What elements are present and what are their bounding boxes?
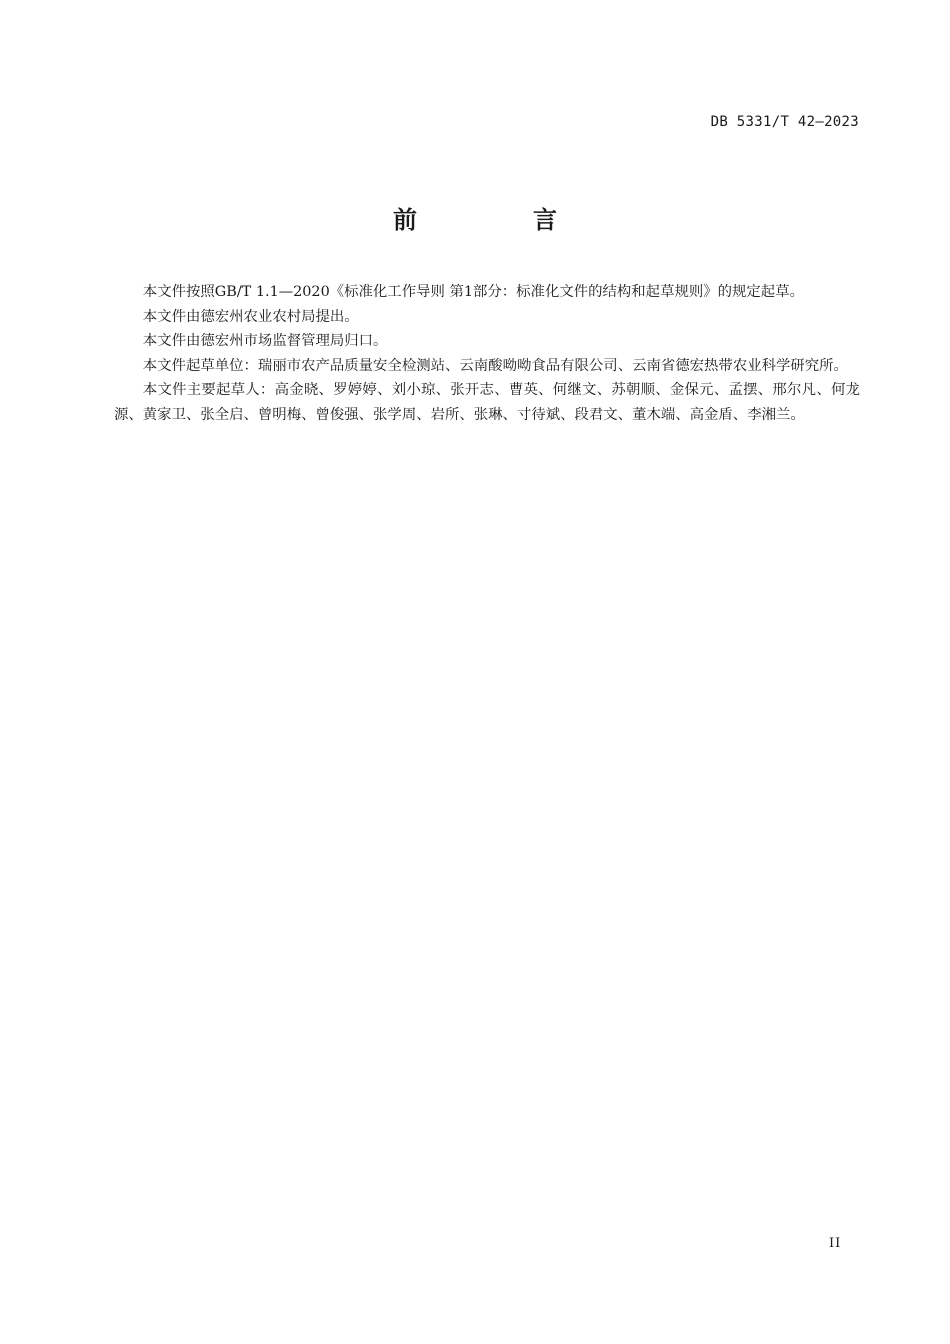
page-title: 前 言 <box>393 206 603 234</box>
foreword-body <box>114 280 860 427</box>
paragraph-drafting-basis: 本文件按照GB/T 1.1—2020《标准化工作导则 第1部分：标准化文件的结构和起草规则》的规定起草。 <box>142 284 804 300</box>
paragraph-drafters: 本文件主要起草人：高金晓、罗婷婷、刘小琼、张开志、曹英、何继文、苏朝顺、金保元、孟摆、邢尔凡、何龙源、黄家卫、张全启、曾明梅、曾俊强、张学周、岩所、张琳、寸待斌、段君文、董木端、高金盾、李湘兰。 <box>114 382 860 423</box>
paragraph-drafting-units: 本文件起草单位：瑞丽市农产品质量安全检测站、云南酸呦呦食品有限公司、云南省德宏热带农业科学研究所。 <box>142 357 848 374</box>
paragraph-administrator: 本文件由德宏州市场监督管理局归口。 <box>142 333 388 349</box>
paragraph-proposer: 本文件由德宏州农业农村局提出。 <box>142 308 359 325</box>
document-code: DB 5331/T 42—2023 <box>710 114 859 130</box>
page-number: II <box>829 1236 842 1251</box>
